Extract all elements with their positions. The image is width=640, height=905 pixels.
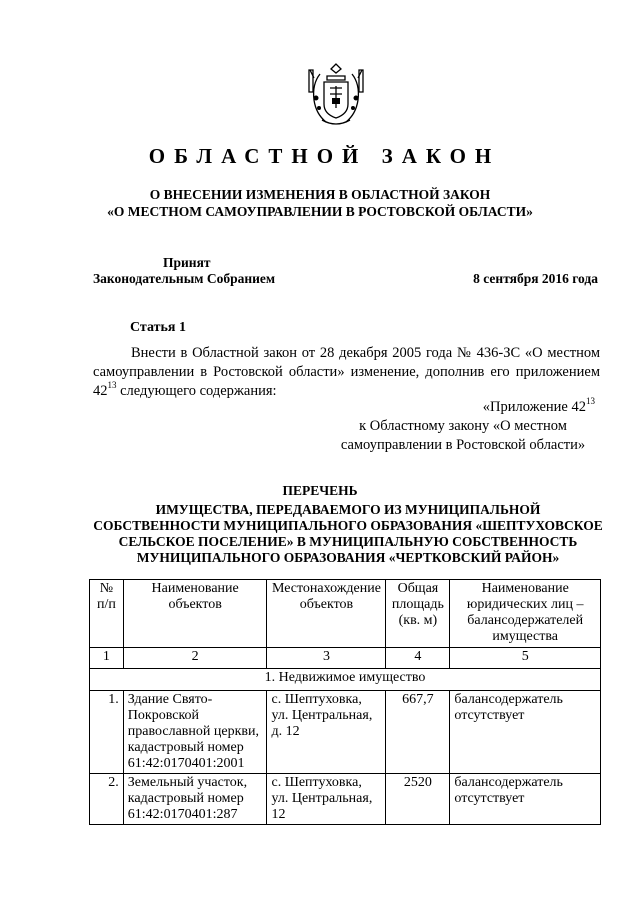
coat-of-arms-emblem [300,58,372,130]
section-title: 1. Недвижимое имущество [90,669,601,691]
row-holder: балансодержатель отсутствует [450,774,601,825]
appendix-title [328,398,598,417]
appendix-title-sup: 13 [586,396,595,406]
row-location: с. Шептуховка, ул. Центральная, 12 [267,774,386,825]
column-number: 3 [267,648,386,669]
adopted-by: Законодательным Собранием [93,271,276,286]
table-row [90,691,601,774]
row-area: 2520 [386,774,450,825]
adopted-label: Принят [163,255,211,270]
section-row [90,669,601,691]
list-heading: ПЕРЕЧЕНЬ [282,483,358,498]
article-title: Статья 1 [130,320,186,335]
property-table [89,579,601,825]
row-location: с. Шептуховка, ул. Центральная, д. 12 [267,691,386,774]
column-number: 5 [450,648,601,669]
row-holder: балансодержатель отсутствует [450,691,601,774]
law-subject [0,186,640,220]
header-location: Местонахождение объектов [267,580,386,648]
header-holder: Наименование юридических лиц – балансодержателей имущества [450,580,601,648]
coat-of-arms-icon [300,58,372,130]
row-name: Земельный участок, кадастровый номер 61:42:0170401:287 [123,774,267,825]
row-num: 1. [90,691,124,774]
table-row [90,774,601,825]
appendix-title-text: «Приложение 42 [482,399,586,415]
header-area: Общая площадь (кв. м) [386,580,450,648]
subject-line-1: О ВНЕСЕНИИ ИЗМЕНЕНИЯ В ОБЛАСТНОЙ ЗАКОН [149,187,491,202]
header-name: Наименование объектов [123,580,267,648]
appendix-line-2: самоуправлении в Ростовской области» [340,437,586,453]
row-num: 2. [90,774,124,825]
header-num: № п/п [90,580,124,648]
adoption-date: 8 сентября 2016 года [473,271,598,286]
list-subheading: ИМУЩЕСТВА, ПЕРЕДАВАЕМОГО ИЗ МУНИЦИПАЛЬНОЙ СОБСТВЕННОСТИ МУНИЦИПАЛЬНОГО ОБРАЗОВАНИЯ «ШЕПТУХОВСКОЕ СЕЛЬСКОЕ ПОСЕЛЕНИЕ» В МУНИЦИПАЛЬНУЮ СОБСТВЕННОСТЬ МУНИЦИПАЛЬНОГО ОБРАЗОВАНИЯ «ЧЕРТКОВСКИЙ РАЙОН» [93,502,603,565]
column-number: 4 [386,648,450,669]
row-name: Здание Свято-Покровской православной церкви, кадастровый номер 61:42:0170401:2001 [123,691,267,774]
column-number: 2 [123,648,267,669]
article-text-part1: Внести в Областной закон от 28 декабря 2005 года № 436-ЗС «О местном самоуправлении в Ростовской области» изменение, дополнив его приложением 42 [93,345,600,399]
row-area: 667,7 [386,691,450,774]
article-text-sup: 13 [107,380,117,390]
appendix-block [328,398,598,455]
article-text-part2: следующего содержания: [116,383,277,399]
subject-line-2: «О МЕСТНОМ САМОУПРАВЛЕНИИ В РОСТОВСКОЙ ОБЛАСТИ» [107,204,533,219]
law-title: ОБЛАСТНОЙ ЗАКОН [148,144,501,168]
article-text [93,344,600,401]
column-numbers-row [90,648,601,669]
table-header-row [90,580,601,648]
column-number: 1 [90,648,124,669]
appendix-line-1: к Областному закону «О местном [359,418,567,434]
